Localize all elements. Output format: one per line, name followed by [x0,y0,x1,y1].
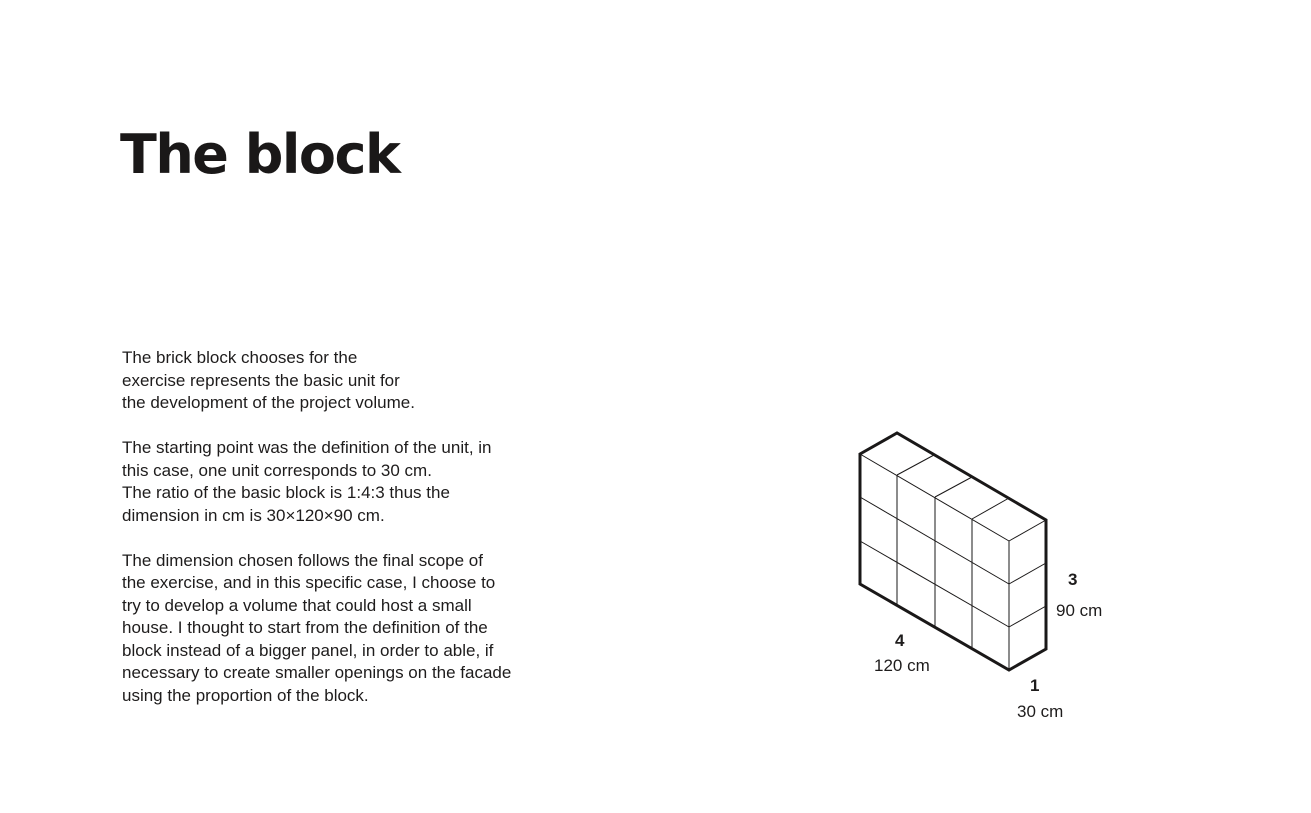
grid-line [972,498,1009,519]
height-size-label: 90 cm [1056,601,1103,620]
text-line: using the proportion of the block. [122,685,369,705]
text-line: The dimension chosen follows the final scope of [122,550,483,570]
paragraph-intro [122,347,592,415]
text-line: exercise represents the basic unit for [122,370,400,390]
text-line: necessary to create smaller openings on the facade [122,663,512,682]
text-line: The brick block chooses for the [122,348,358,367]
grid-line [1009,606,1046,627]
paragraph-unit [122,437,592,527]
depth-units-label: 1 [1030,676,1040,695]
length-units-label: 4 [895,631,905,650]
text-line: house. I thought to start from the definition of the [122,618,488,637]
block-axonometric-diagram [850,420,1130,740]
height-units-label: 3 [1068,570,1078,589]
text-line: block instead of a bigger panel, in order to able, if [122,640,494,660]
description-text [122,347,592,730]
text-line: the exercise, and in this specific case, I choose to [122,573,496,592]
text-line: this case, one unit corresponds to 30 cm. [122,460,432,480]
paragraph-scope [122,550,592,708]
grid-line [897,455,934,475]
text-line: The starting point was the definition of the unit, in [122,438,492,457]
length-size-label: 120 cm [874,656,930,675]
grid-line [935,477,972,497]
depth-size-label: 30 cm [1017,702,1064,721]
text-line: dimension in cm is 30×120×90 cm. [122,505,385,525]
text-line: try to develop a volume that could host a small [122,595,472,615]
grid-line [1009,563,1046,584]
text-line: The ratio of the basic block is 1:4:3 thus the [122,483,450,502]
page-title: The block [120,123,400,186]
block-drawing [850,420,1130,740]
grid-line [1009,520,1046,541]
text-line: the development of the project volume. [122,393,415,412]
